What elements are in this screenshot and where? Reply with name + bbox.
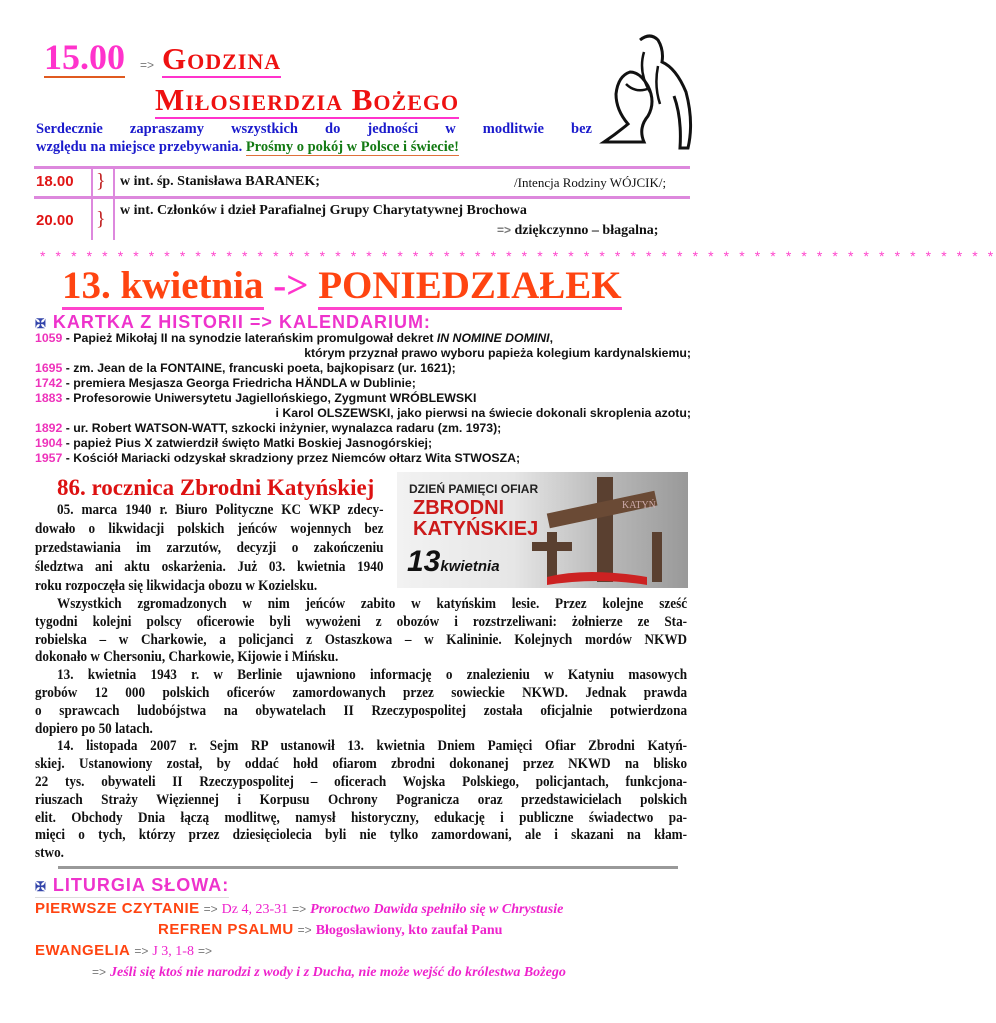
calendar-item: 1904 - papież Pius X zatwierdził święto Matki Boskiej Jasnogórskiej;	[35, 436, 433, 450]
calendar-item-cont: którym przyznał prawo wyboru papieża kolegium kardynalskiemu;	[304, 346, 691, 360]
arrow: =>	[140, 58, 155, 72]
cross-text: KATYŃ	[622, 500, 656, 511]
mass-time: 20.00	[36, 212, 74, 229]
gospel: EWANGELIA => J 3, 1-8 =>	[35, 942, 212, 959]
mass-note: /Intencja Rodziny WÓJCIK/;	[514, 175, 667, 190]
psalm: REFREN PSALMU => Błogosławiony, kto zaufał Panu	[158, 921, 503, 938]
brace: }	[96, 208, 106, 230]
brace: }	[96, 170, 106, 192]
mass-time: 18.00	[36, 173, 74, 190]
title-godzina: Godzina	[162, 41, 282, 76]
calendar-item: 1883 - Profesorowie Uniwersytetu Jagiellońskiego, Zygmunt WRÓBLEWSKI	[35, 391, 477, 405]
invitation-line: Serdecznie zapraszamy wszystkich do jedności w modlitwie bez	[36, 121, 592, 137]
calendar-item: 1695 - zm. Jean de la FONTAINE, francuski poeta, bajkopisarz (ur. 1621);	[35, 361, 456, 375]
calendar-item: 1892 - ur. Robert WATSON-WATT, szkocki inżynier, wynalazca radaru (zm. 1973);	[35, 421, 502, 435]
calendar-item: 1957 - Kościół Mariacki odzyskał skradziony przez Niemców ołtarz Wita STWOSZA;	[35, 451, 521, 465]
first-reading: PIERWSZE CZYTANIE => Dz 4, 23-31 => Proroctwo Dawida spełniło się w Chrystusie	[35, 900, 564, 917]
katyn-paragraph-left: 05. marca 1940 r. Biuro Polityczne KC WKP zdecy- dowało o likwidacji polskich jeńców wojennych bez przedstawiania im zarzutów, decyzji o zakończeniu śledztwa ani aktu oskarżenia. Już 03. kwietnia 1940 roku rozpoczęła się likwidacja obozu w Kozielsku.	[35, 502, 384, 594]
mass-intention: w int. Członków i dzieł Parafialnej Grupy Charytatywnej Brochowa	[120, 203, 527, 218]
gospel-text: => Jeśli się ktoś nie narodzi z wody i z Ducha, nie może wejść do królestwa Bożego	[92, 965, 566, 980]
history-heading: ✠ KARTKA Z HISTORII => KALENDARIUM:	[35, 312, 431, 332]
divider	[91, 166, 93, 240]
calendar-item-cont: i Karol OLSZEWSKI, jako pierwsi na świecie dokonali skroplenia azotu;	[275, 406, 691, 420]
poster-line: DZIEŃ PAMIĘCI OFIAR	[409, 482, 539, 496]
katyn-heading: 86. rocznica Zbrodni Katyńskiej	[57, 475, 375, 500]
cross-icon: ✠	[35, 316, 47, 331]
star-divider: * * * * * * * * * * * * * * * * * * * * * * * * * * * * * * * * * * * * * * * * * * * * * * * * * * * * * * * * * * * * * *	[40, 248, 996, 264]
calendar-item: 1742 - premiera Mesjasza Georga Friedricha HÄNDLA w Dublinie;	[35, 376, 416, 390]
poster-title: ZBRODNI KATYŃSKIEJ	[413, 497, 539, 540]
invitation-line: względu na miejsce przebywania. Prośmy o pokój w Polsce i świecie!	[36, 139, 459, 155]
mass-note: => dziękczynno – błagalna;	[497, 223, 659, 238]
divider	[113, 166, 115, 240]
poster-date: 13kwietnia	[407, 545, 500, 578]
liturgy-heading: ✠ LITURGIA SŁOWA:	[35, 875, 229, 898]
calendar-list	[35, 331, 695, 466]
pieta-illustration	[600, 32, 700, 150]
title-milosierdzia: Miłosierdzia Bożego	[155, 82, 460, 117]
time-15: 15.00	[44, 37, 125, 77]
divider	[34, 196, 690, 199]
katyn-paragraph-full: Wszystkich zgromadzonych w nim jeńców zabito w katyńskim lesie. Przez kolejne sześć tygodni kolejni polscy oficerowie byli wywożeni z obozów i rozstrzeliwani: żołnierze ze Sta- robielska – w Charkowie, a policjanci z Ostaszkowa – w Kalininie. Kolejnych mordów NKWD dokonało w Chersoniu, Charkowie, Kijowie i Mińsku. 13. kwietnia 1943 r. w Berlinie ujawniono informację o znalezieniu w Katyniu masowych grobów 12 000 polskich oficerów zamordowanych przez sowieckie NKWD. Jednak prawda o sprawcach ludobójstwa na obywatelach II Rzeczypospolitej została oficjalnie potwierdzona dopiero po 50 latach. 14. listopada 2007 r. Sejm RP ustanowił 13. kwietnia Dniem Pamięci Ofiar Zbrodni Katyń- skiej. Ustanowiony został, by oddać hołd ofiarom zbrodni dokonanej przez NKWD na blisko 22 tys. obywateli II Rzeczypospolitej – oficerach Wojska Polskiego, policjantach, funkcjona- riuszach Straży Więziennej i Korpusu Ochrony Pogranicza oraz przedstawicielach polskich elit. Obchody Dnia łączą modlitwę, namysł historyczny, edukację i publiczne świadectwo pa- mięci o tych, którzy przez dziesięciolecia byli nie tylko zamordowani, ale i skazani na kłam- stwo.	[35, 596, 688, 862]
day-heading: 13. kwietnia -> PONIEDZIAŁEK	[62, 264, 622, 308]
calendar-item: 1059 - Papież Mikołaj II na synodzie laterańskim promulgował dekret IN NOMINE DOMINI,	[35, 331, 553, 345]
peace-prayer: Prośmy o pokój w Polsce i świecie!	[245, 139, 459, 155]
divider	[34, 166, 690, 169]
mass-intention: w int. śp. Stanisława BARANEK;	[120, 174, 320, 189]
divider	[58, 866, 678, 869]
cross-icon: ✠	[35, 879, 47, 894]
katyn-poster-image	[397, 472, 688, 588]
